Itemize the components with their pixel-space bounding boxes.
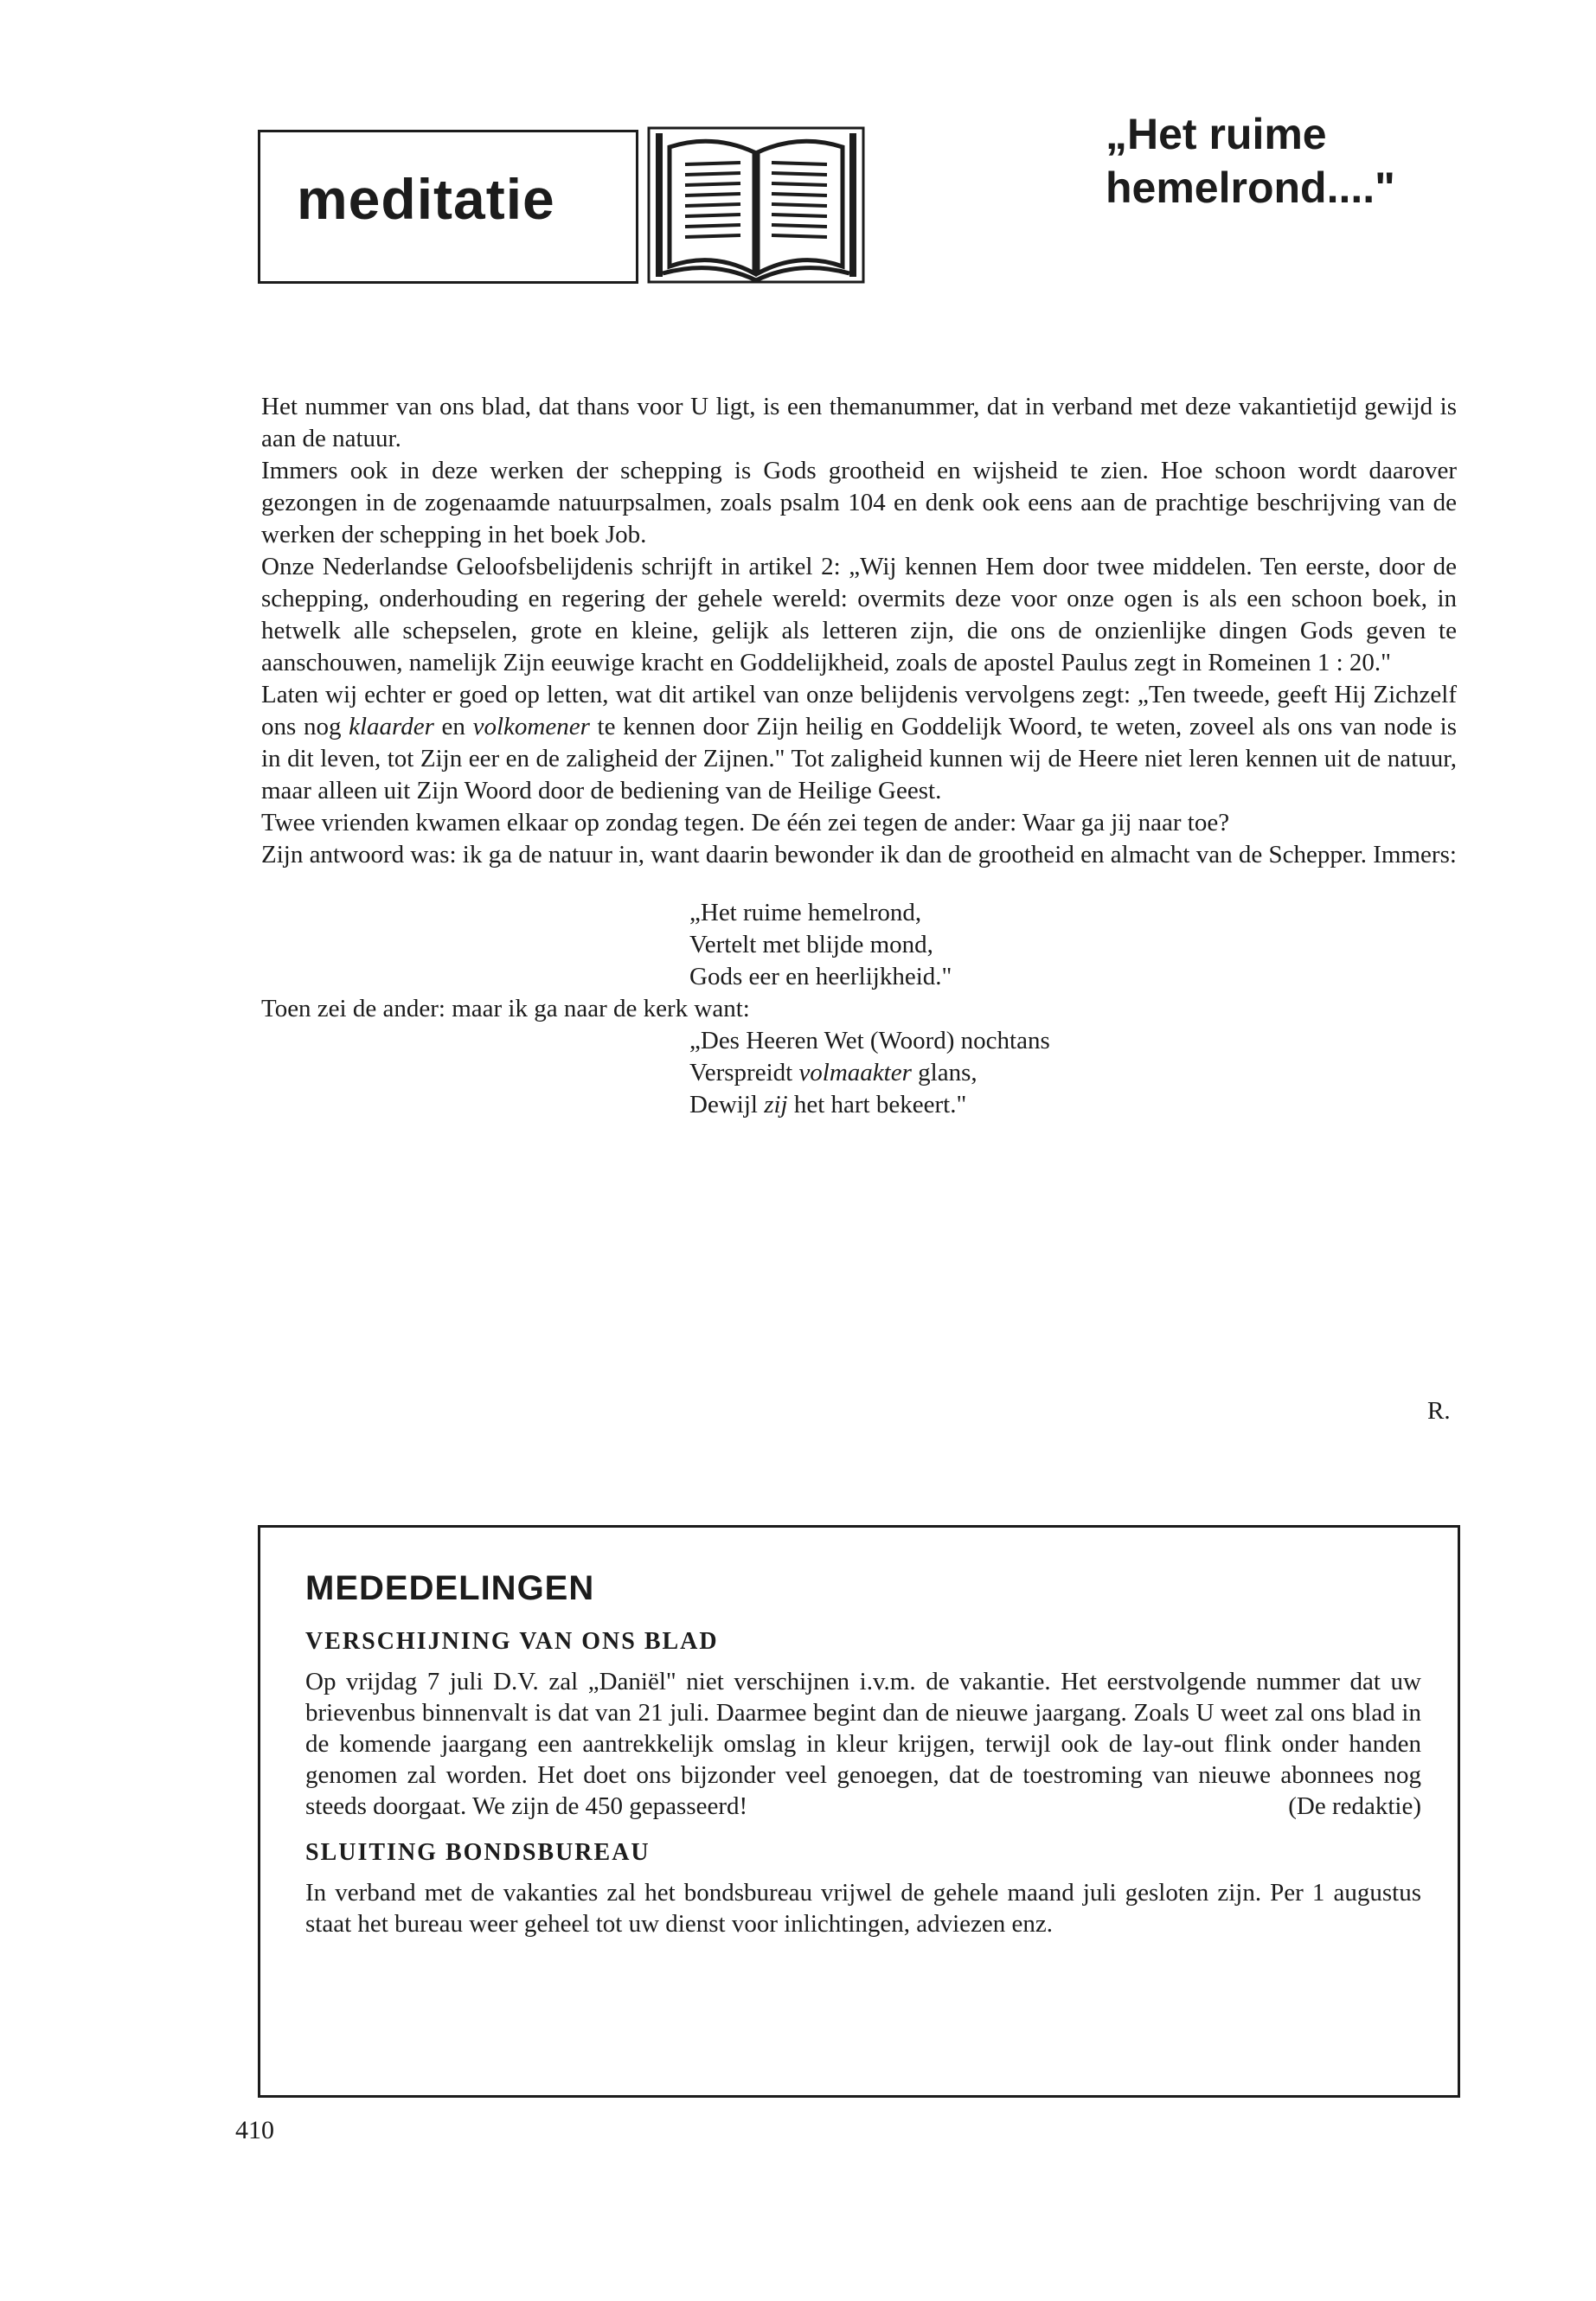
paragraph-text: te kennen door Zijn heilig en Goddelijk Woord, te weten, zoveel als ons van node is in dit leven, tot Zijn eer en de zaligheid der Zijnen." Tot zaligheid kunnen wij de Heere niet leren kennen uit de natuur, maar alleen uit Zijn Woord door de bediening van de Heilige Geest. <box>261 713 1457 804</box>
article-paragraph <box>261 679 1457 807</box>
article-paragraph: Toen zei de ander: maar ik ga naar de kerk want: <box>261 995 750 1022</box>
paragraph-text: Laten wij echter er goed op letten, wat dit artikel van onze belijdenis vervolgens zegt: „Ten tweede, geeft Hij Zichzelf ons nog <box>261 681 1457 740</box>
announcement-heading: VERSCHIJNING VAN ONS BLAD <box>305 1628 719 1655</box>
emphasis-text: klaarder <box>349 713 434 740</box>
emphasis-text: zij <box>764 1091 788 1118</box>
article-paragraph: Immers ook in deze werken der schepping is Gods grootheid en wijsheid te zien. Hoe schoon wordt daarover gezongen in de zogenaamde natuurpsalmen, zoals psalm 104 en denk ook eens aan de prachtige beschrijving van de werken der schepping in het boek Job. <box>261 457 1457 548</box>
poem-text: Verspreidt <box>689 1059 799 1086</box>
page-number: 410 <box>235 2116 274 2144</box>
article-paragraph: Onze Nederlandse Geloofsbelijdenis schrijft in artikel 2: „Wij kennen Hem door twee middelen. Ten eerste, door de schepping, onderhouding en regering der gehele wereld: overmits deze voor onze ogen is als een schoon boek, in hetwelk alle schepselen, grote en kleine, gelijk als letteren zijn, die ons de onzienlijke dingen Gods geven te aanschouwen, namelijk Zijn eeuwige kracht en Goddelijkheid, zoals de apostel Paulus zegt in Romeinen 1 : 20." <box>261 553 1457 676</box>
emphasis-text: volmaakter <box>798 1059 912 1086</box>
poem-text: Dewijl <box>689 1091 765 1118</box>
announcement-heading: SLUITING BONDSBUREAU <box>305 1839 651 1866</box>
title-line-1: „Het ruime <box>1106 110 1327 158</box>
article-paragraph: Zijn antwoord was: ik ga de natuur in, want daarin bewonder ik dan de grootheid en almacht van de Schepper. Immers: <box>261 841 1457 868</box>
announcements-content <box>305 1571 1421 1939</box>
open-book-icon <box>644 121 869 290</box>
poem-line <box>689 1057 1457 1089</box>
section-label: meditatie <box>297 167 555 231</box>
meditatie-header-box <box>258 130 638 284</box>
announcement-text: In verband met de vakanties zal het bondsbureau vrijwel de gehele maand juli gesloten zijn. Per 1 augustus staat het bureau weer geheel tot uw dienst voor inlichtingen, adviezen enz. <box>305 1879 1421 1938</box>
poem-line: Gods eer en heerlijkheid." <box>689 963 952 990</box>
paragraph-text: en <box>433 713 473 740</box>
announcement-credit: (De redaktie) <box>1288 1792 1421 1820</box>
poem-line <box>689 1089 1457 1121</box>
announcement-text <box>305 1666 1421 1822</box>
title-line-2: hemelrond...." <box>1106 163 1395 212</box>
announcements-box <box>258 1525 1460 2098</box>
poem-text: glans, <box>911 1059 977 1086</box>
article-paragraph: Het nummer van ons blad, dat thans voor U ligt, is een themanummer, dat in verband met deze vakantietijd gewijd is aan de natuur. <box>261 393 1457 452</box>
meditation-article <box>261 391 1457 1121</box>
poem-line: Vertelt met blijde mond, <box>689 931 933 958</box>
article-paragraph: Twee vrienden kwamen elkaar op zondag tegen. De één zei tegen de ander: Waar ga jij naar toe? <box>261 809 1230 836</box>
poem-text: het hart bekeert." <box>787 1091 967 1118</box>
emphasis-text: volkomener <box>472 713 590 740</box>
poem-line: „Des Heeren Wet (Woord) nochtans <box>689 1027 1050 1054</box>
announcements-title: MEDEDELINGEN <box>305 1569 595 1607</box>
poem-quote-1 <box>689 897 1457 993</box>
article-title <box>1106 107 1521 215</box>
poem-line: „Het ruime hemelrond, <box>689 899 922 926</box>
author-signature: R. <box>1427 1397 1451 1425</box>
poem-quote-2 <box>689 1025 1457 1121</box>
announcement-body: Op vrijdag 7 juli D.V. zal „Daniël" niet verschijnen i.v.m. de vakantie. Het eerstvolgende nummer dat uw brievenbus binnenvalt is dat van 21 juli. Daarmee begint dan de nieuwe jaargang. Zoals U weet zal ons blad in de komende jaargang een aantrekkelijk omslag in kleur krijgen, terwijl ook de lay-out flink onder handen genomen zal worden. Het doet ons bijzonder veel genoegen, dat de toestroming van nieuwe abonnees nog steeds doorgaat. We zijn de 450 gepasseerd! <box>305 1668 1421 1820</box>
